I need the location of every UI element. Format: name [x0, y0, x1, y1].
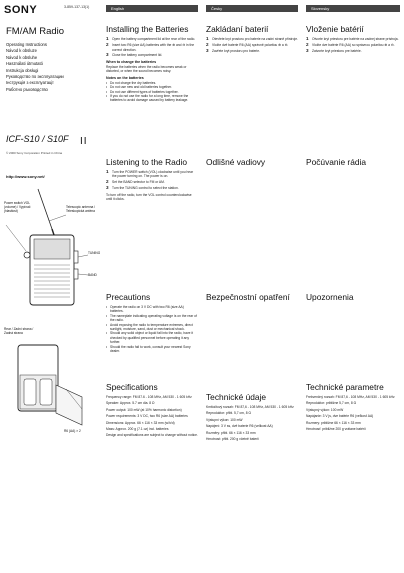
spec-item: Rozměry: přibl. 66 × 116 × 33 mm — [206, 430, 256, 435]
spec-item: Rozmery: približne 66 × 116 × 33 mm — [306, 420, 361, 425]
spec-item: Frequency range: FM 87.6 - 108 MHz, AM 530 - 1 605 kHz — [106, 395, 192, 399]
czech-specs-section — [206, 392, 298, 443]
subheading: When to change the batteries — [106, 60, 157, 64]
precaution-item: • Avoid exposing the radio to temperature extremes, direct sunlight, moisture, sand, dust or mechanical shock. — [106, 323, 198, 332]
step: 1 Open the battery compartment lid at the rear of the radio. — [106, 36, 196, 41]
specifications-heading: Technické údaje — [206, 392, 267, 402]
specifications-heading: Specifications — [106, 382, 158, 392]
spec-item: Výstupní výkon: 100 mW — [206, 417, 243, 422]
english-specs-section — [106, 382, 198, 440]
spec-item: Kmitočtový rozsah: FM 87,6 - 108 MHz, AM 530 - 1 605 kHz — [206, 405, 294, 409]
precaution-item: • Operate the radio on 3 V DC with two R6 (size AA) batteries. — [106, 305, 198, 314]
precautions-heading: Upozornenia — [306, 292, 354, 302]
spec-item: Frekvenčný rozsah: FM 87,6 - 108 MHz, AM 530 - 1 605 kHz — [306, 395, 395, 399]
subtitle: Інструкція з експлуатації — [6, 80, 54, 86]
website-url[interactable]: http://www.sony.net/ — [6, 174, 45, 179]
precaution-item: • Should the radio fail to work, consult your nearest Sony dealer. — [106, 345, 198, 354]
step: 3 Turn the TUNING control to select the station. — [106, 185, 179, 191]
batteries-heading: Vloženie batérií — [306, 24, 364, 34]
subtitle: Návod k obsluze — [6, 48, 37, 54]
step: 3 Zavřete kryt prostoru pro baterie. — [206, 48, 261, 54]
spec-item: Hmotnosť: približne 200 g vrátane batérií — [306, 427, 366, 432]
subheading: Notes on the batteries — [106, 75, 144, 80]
step: 1 Turn the POWER switch (VOL) clockwise until you hear the power turning on. The power is on. — [106, 169, 194, 179]
specifications-heading: Technické parametre — [306, 382, 384, 392]
step: 3 Close the battery compartment lid. — [106, 52, 163, 58]
paragraph: Replace the batteries when the radio becomes weak or distorted, or when the sound becomes noisy. — [106, 65, 187, 74]
column-header-czech: Česky — [206, 5, 298, 12]
listening-heading: Počúvanie rádia — [306, 157, 367, 167]
note-item: • If you do not use the radio for a long time, remove the batteries to avoid damage caused by battery leakage. — [106, 94, 198, 103]
product-title: FM/AM Radio — [6, 26, 65, 37]
english-precautions-section — [106, 292, 198, 353]
slovak-listening-section — [306, 157, 400, 170]
english-listening-section — [106, 157, 198, 203]
document-number: 3-859-137-13(1) — [64, 5, 90, 9]
spec-item: Design and specifications are subject to change without notice. — [106, 433, 198, 438]
slovak-specs-section — [306, 382, 400, 433]
subtitle: Operating Instructions — [6, 42, 47, 47]
note-item: • Do not use different types of batteries together. — [106, 90, 198, 94]
spec-item: Speaker: Approx. 5.7 cm dia. 8 Ω — [106, 401, 155, 406]
spec-item: Reproduktor: přibl. 5,7 cm, 8 Ω — [206, 411, 251, 416]
precautions-heading: Bezpečnostní opatření — [206, 292, 290, 302]
roman-mark: II — [80, 136, 88, 147]
spec-item: Napájení: 3 V ss, dvě baterie R6 (velikost AA) — [206, 424, 273, 429]
batteries-heading: Zakládaní baterií — [206, 24, 269, 34]
step: 2 Vložte dve batérie R6 (AA) so správnou polaritou ⊕ a ⊖. — [306, 42, 395, 48]
precaution-item: • Should any solid object or liquid fall into the radio, have it checked by qualified personnel before operating it any further. — [106, 331, 198, 344]
czech-precautions-section — [206, 292, 298, 305]
subtitle: Használati útmutató — [6, 61, 44, 67]
note-item: • Do not charge the dry batteries. — [106, 81, 198, 85]
subtitle: Работно ръководство — [6, 86, 48, 92]
batteries-heading: Installing the Batteries — [106, 24, 189, 34]
spec-item: Power requirements: 3 V DC, two R6 (size AA) batteries — [106, 414, 188, 419]
listening-heading: Odlišné vadiovy — [206, 157, 266, 167]
copyright: © 2000 Sony Corporation Printed in China — [6, 151, 63, 155]
note-item: • Do not use new and old batteries together. — [106, 85, 198, 89]
spec-item: Výstupný výkon: 100 mW — [306, 407, 344, 412]
column-header-slovak: Slovensky — [306, 5, 400, 12]
step: 1 Otvorte kryt priestoru pre batérie na zadnej strane prístroja. — [306, 36, 399, 41]
spec-item: Hmotnost: přibl. 200 g včetně baterií — [206, 437, 259, 442]
paragraph: To turn off the radio, turn the VOL control counterclockwise until it clicks. — [106, 192, 192, 201]
czech-listening-section — [206, 157, 298, 170]
spec-item: Power output: 100 mW (at 10% harmonic distortion) — [106, 407, 182, 412]
power-switch-label: Power switch VOL (volume) / Vypínač (hlasitost) — [4, 201, 31, 213]
spec-item: Reproduktor: približne 5,7 cm, 8 Ω — [306, 401, 357, 406]
spec-item: Mass: Approx. 200 g (7.1 oz) incl. batteries — [106, 427, 169, 432]
brand-logo: SONY — [4, 4, 38, 16]
radio-drawing — [4, 185, 100, 455]
step: 2 Set the BAND selector to FM or AM. — [106, 179, 165, 185]
spec-item: Dimensions: Approx. 66 × 116 × 33 mm (w/h/d) — [106, 420, 175, 425]
czech-column — [206, 24, 298, 55]
subtitle: Руководство по эксплуатации — [6, 74, 64, 80]
telescopic-antenna-label: Telescopic antenna / Teleskopická anténa — [66, 205, 96, 213]
subtitle: Návod k obsluhe — [6, 54, 38, 60]
rear-label: Rear / Zadní strana / Zadná strana — [4, 327, 34, 335]
radio-illustration — [4, 185, 100, 455]
precaution-item: • The nameplate indicating operating voltage is on the rear of the radio. — [106, 314, 198, 323]
band-label: BAND — [88, 273, 97, 277]
step: 3 Zatvorte kryt priestoru pre batérie. — [306, 48, 362, 54]
spec-item: Napájanie: 3 V js, dve batérie R6 (veľkosť AA) — [306, 414, 374, 419]
step: 2 Insert two R6 (size AA) batteries with the ⊕ and ⊖ in the correct direction. — [106, 42, 195, 52]
slovak-precautions-section — [306, 292, 400, 305]
language-title-list — [6, 42, 98, 93]
tuning-label: TUNING — [88, 251, 101, 255]
english-column — [106, 24, 198, 103]
step: 1 Otevřete kryt prostoru pro baterie na zadní straně přístroje. — [206, 36, 298, 41]
subtitle: Instrukcja obsługi — [6, 67, 39, 73]
precautions-heading: Precautions — [106, 292, 151, 302]
listening-heading: Listening to the Radio — [106, 157, 188, 167]
step: 2 Vložte dvě baterie R6 (AA) správně polaritou ⊕ a ⊖. — [206, 42, 289, 48]
column-header-english: English — [106, 5, 198, 12]
battery-label: R6 (AA) × 2 — [64, 429, 81, 433]
slovak-column — [306, 24, 400, 55]
model-number: ICF-S10 / S10F — [6, 134, 69, 144]
